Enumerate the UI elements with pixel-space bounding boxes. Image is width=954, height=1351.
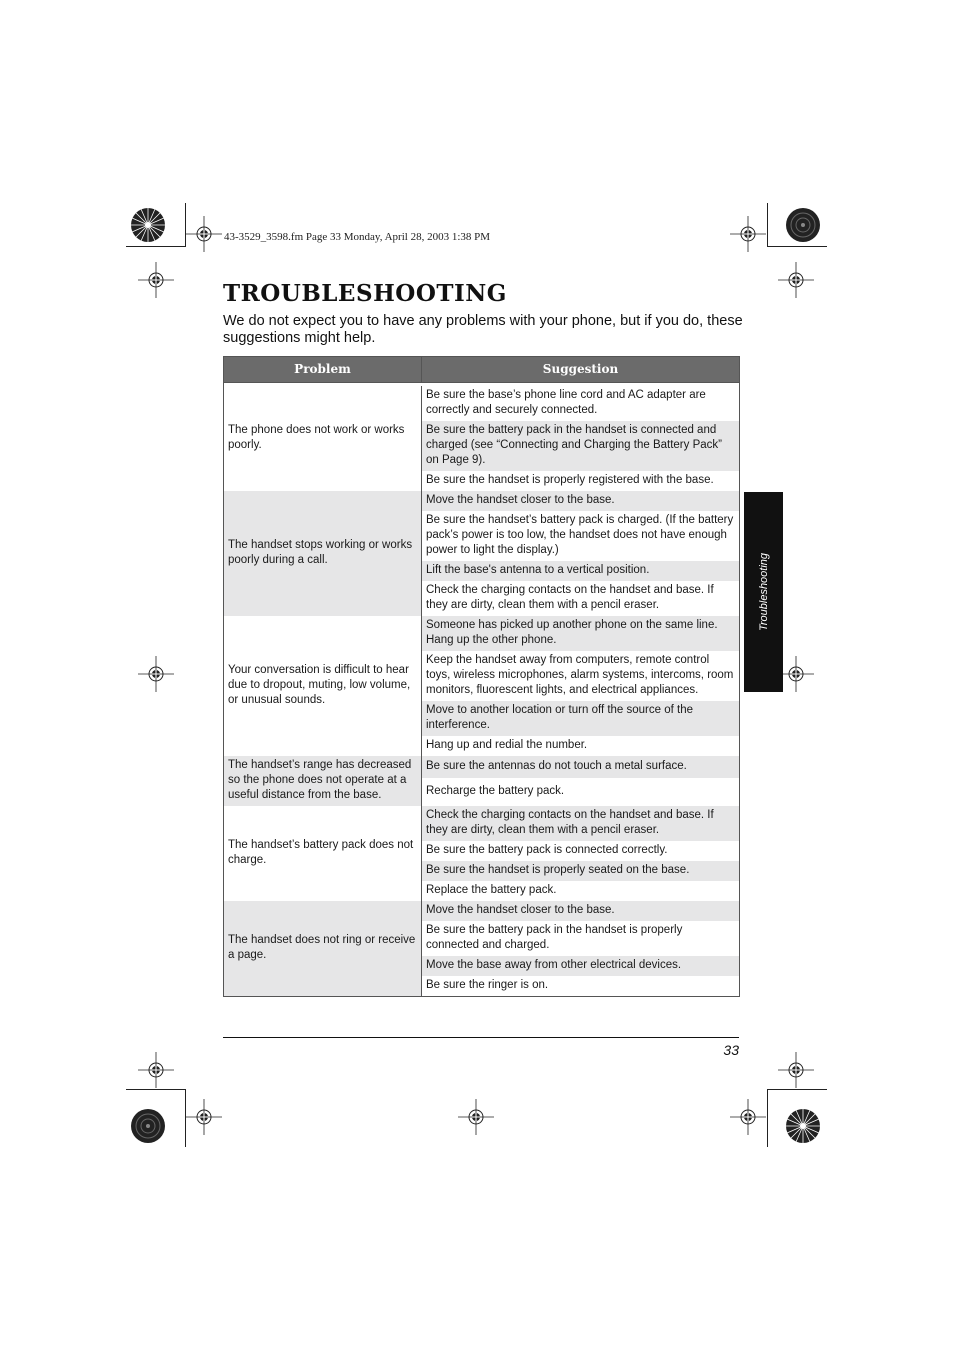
problem-cell: The handset does not ring or receive a page.	[224, 901, 422, 997]
intro-paragraph: We do not expect you to have any problems with your phone, but if you do, these suggestions might help.	[223, 313, 743, 346]
page-number: 33	[723, 1042, 739, 1058]
starburst-mark-top-left	[130, 207, 166, 243]
suggestion-cell: Be sure the handset is properly registered with the base.	[422, 471, 740, 491]
crosshair-mark	[458, 1099, 494, 1135]
crosshair-mark	[186, 216, 222, 252]
crosshair-mark	[138, 656, 174, 692]
side-tab-label: Troubleshooting	[757, 552, 770, 632]
suggestion-cell: Move to another location or turn off the source of the interference.	[422, 701, 740, 736]
section-side-tab	[744, 492, 783, 692]
crosshair-mark	[778, 262, 814, 298]
crop-line	[767, 1089, 768, 1147]
crop-line	[185, 1089, 186, 1147]
crosshair-mark	[186, 1099, 222, 1135]
suggestion-cell: Be sure the base’s phone line cord and AC adapter are correctly and securely connected.	[422, 386, 740, 421]
suggestion-cell: Replace the battery pack.	[422, 881, 740, 901]
file-header: 43-3529_3598.fm Page 33 Monday, April 28, 2003 1:38 PM	[224, 231, 491, 243]
crosshair-mark	[778, 1052, 814, 1088]
suggestion-cell: Recharge the battery pack.	[422, 778, 740, 806]
crosshair-mark	[138, 1052, 174, 1088]
suggestion-column-header: Suggestion	[422, 357, 740, 383]
crosshair-mark	[730, 216, 766, 252]
suggestion-cell: Be sure the battery pack in the handset is properly connected and charged.	[422, 921, 740, 956]
troubleshooting-table	[223, 356, 740, 997]
crop-line	[767, 246, 827, 247]
problem-cell: Your conversation is difficult to hear due to dropout, muting, low volume, or unusual sounds.	[224, 616, 422, 756]
suggestion-cell: Check the charging contacts on the handset and base. If they are dirty, clean them with a pencil eraser.	[422, 581, 740, 616]
suggestion-cell: Be sure the antennas do not touch a metal surface.	[422, 756, 740, 778]
suggestion-cell: Be sure the battery pack in the handset is connected and charged (see “Connecting and Charging the Battery Pack” on Page 9).	[422, 421, 740, 471]
suggestion-cell: Someone has picked up another phone on the same line. Hang up the other phone.	[422, 616, 740, 651]
problem-cell: The handset’s battery pack does not charge.	[224, 806, 422, 901]
table-row	[224, 491, 740, 511]
table-row	[224, 756, 740, 778]
target-mark-bottom-left	[130, 1108, 166, 1144]
suggestion-cell: Be sure the handset’s battery pack is charged. (If the battery pack’s power is too low, the handset does not have enough power to light the display.)	[422, 511, 740, 561]
suggestion-cell: Be sure the handset is properly seated on the base.	[422, 861, 740, 881]
suggestion-cell: Keep the handset away from computers, remote control toys, wireless microphones, alarm systems, intercoms, room monitors, fluorescent lights, and electrical appliances.	[422, 651, 740, 701]
table-row	[224, 386, 740, 421]
problem-cell: The handset’s range has decreased so the phone does not operate at a useful distance from the base.	[224, 756, 422, 806]
table-row	[224, 901, 740, 921]
suggestion-cell: Be sure the ringer is on.	[422, 976, 740, 997]
suggestion-cell: Hang up and redial the number.	[422, 736, 740, 756]
suggestion-cell: Be sure the battery pack is connected correctly.	[422, 841, 740, 861]
problem-column-header: Problem	[224, 357, 422, 383]
crop-line	[126, 246, 186, 247]
table-header-row	[224, 357, 740, 383]
table-row	[224, 616, 740, 651]
crop-line	[185, 203, 186, 247]
suggestion-cell: Check the charging contacts on the handset and base. If they are dirty, clean them with a pencil eraser.	[422, 806, 740, 841]
table-row	[224, 806, 740, 841]
crop-line	[126, 1089, 186, 1090]
starburst-mark-bottom-right	[785, 1108, 821, 1144]
target-mark-top-right	[785, 207, 821, 243]
problem-cell: The phone does not work or works poorly.	[224, 386, 422, 491]
crosshair-mark	[138, 262, 174, 298]
crosshair-mark	[778, 656, 814, 692]
footer-rule	[223, 1037, 739, 1038]
suggestion-cell: Move the handset closer to the base.	[422, 491, 740, 511]
problem-cell: The handset stops working or works poorly during a call.	[224, 491, 422, 616]
crop-line	[767, 1089, 827, 1090]
crosshair-mark	[730, 1099, 766, 1135]
suggestion-cell: Lift the base's antenna to a vertical position.	[422, 561, 740, 581]
suggestion-cell: Move the base away from other electrical devices.	[422, 956, 740, 976]
page-title: TROUBLESHOOTING	[223, 280, 507, 307]
crop-line	[767, 203, 768, 247]
suggestion-cell: Move the handset closer to the base.	[422, 901, 740, 921]
